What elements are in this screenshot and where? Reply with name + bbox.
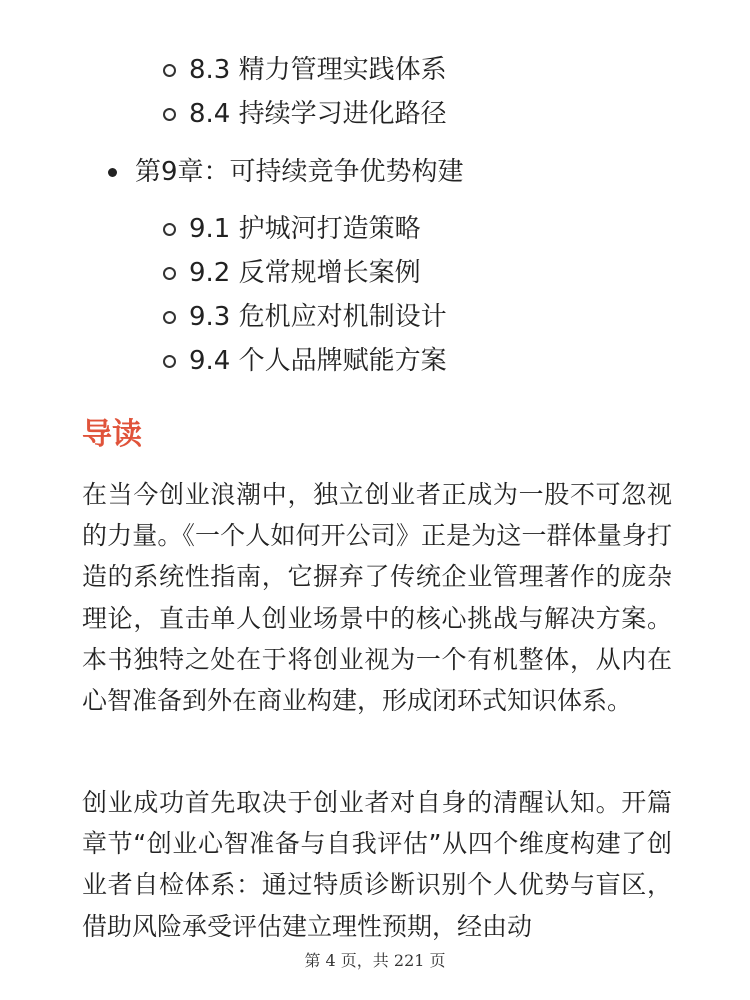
list-item-9-1 [163,209,421,249]
section-heading: 导读 [82,417,142,452]
list-item-label: 9.2 反常规增长案例 [189,258,421,288]
circle-bullet-icon [163,355,176,368]
disc-bullet-icon [108,168,117,177]
page-number: 第 4 页，共 221 页 [304,951,446,970]
list-item-label: 8.4 持续学习进化路径 [189,99,447,129]
list-item-label: 第9章：可持续竞争优势构建 [135,157,464,187]
list-item-label: 9.1 护城河打造策略 [189,214,421,244]
circle-bullet-icon [163,267,176,280]
list-item-label: 8.3 精力管理实践体系 [189,55,447,85]
list-item-8-3 [163,50,447,90]
list-item-9-2 [163,253,421,293]
circle-bullet-icon [163,108,176,121]
list-item-9-4 [163,341,447,381]
list-item-label: 9.4 个人品牌赋能方案 [189,346,447,376]
circle-bullet-icon [163,223,176,236]
paragraph: 在当今创业浪潮中，独立创业者正成为一股不可忽视的力量。《一个人如何开公司》正是为这一群体量身打造的系统性指南，它摒弃了传统企业管理著作的庞杂理论，直击单人创业场景中的核心挑战与解决方案。本书独特之处在于将创业视为一个有机整体，从内在心智准备到外在商业构建，形成闭环式知识体系。 [82,480,672,716]
list-item-label: 9.3 危机应对机制设计 [189,302,447,332]
list-item-chapter-9 [108,152,464,192]
paragraph: 创业成功首先取决于创业者对自身的清醒认知。开篇章节“创业心智准备与自我评估”从四个维度构建了创业者自检体系：通过特质诊断识别个人优势与盲区，借助风险承受评估建立理性预期，经由动 [82,788,672,941]
list-item-9-3 [163,297,447,337]
list-item-8-4 [163,94,447,134]
circle-bullet-icon [163,311,176,324]
circle-bullet-icon [163,64,176,77]
